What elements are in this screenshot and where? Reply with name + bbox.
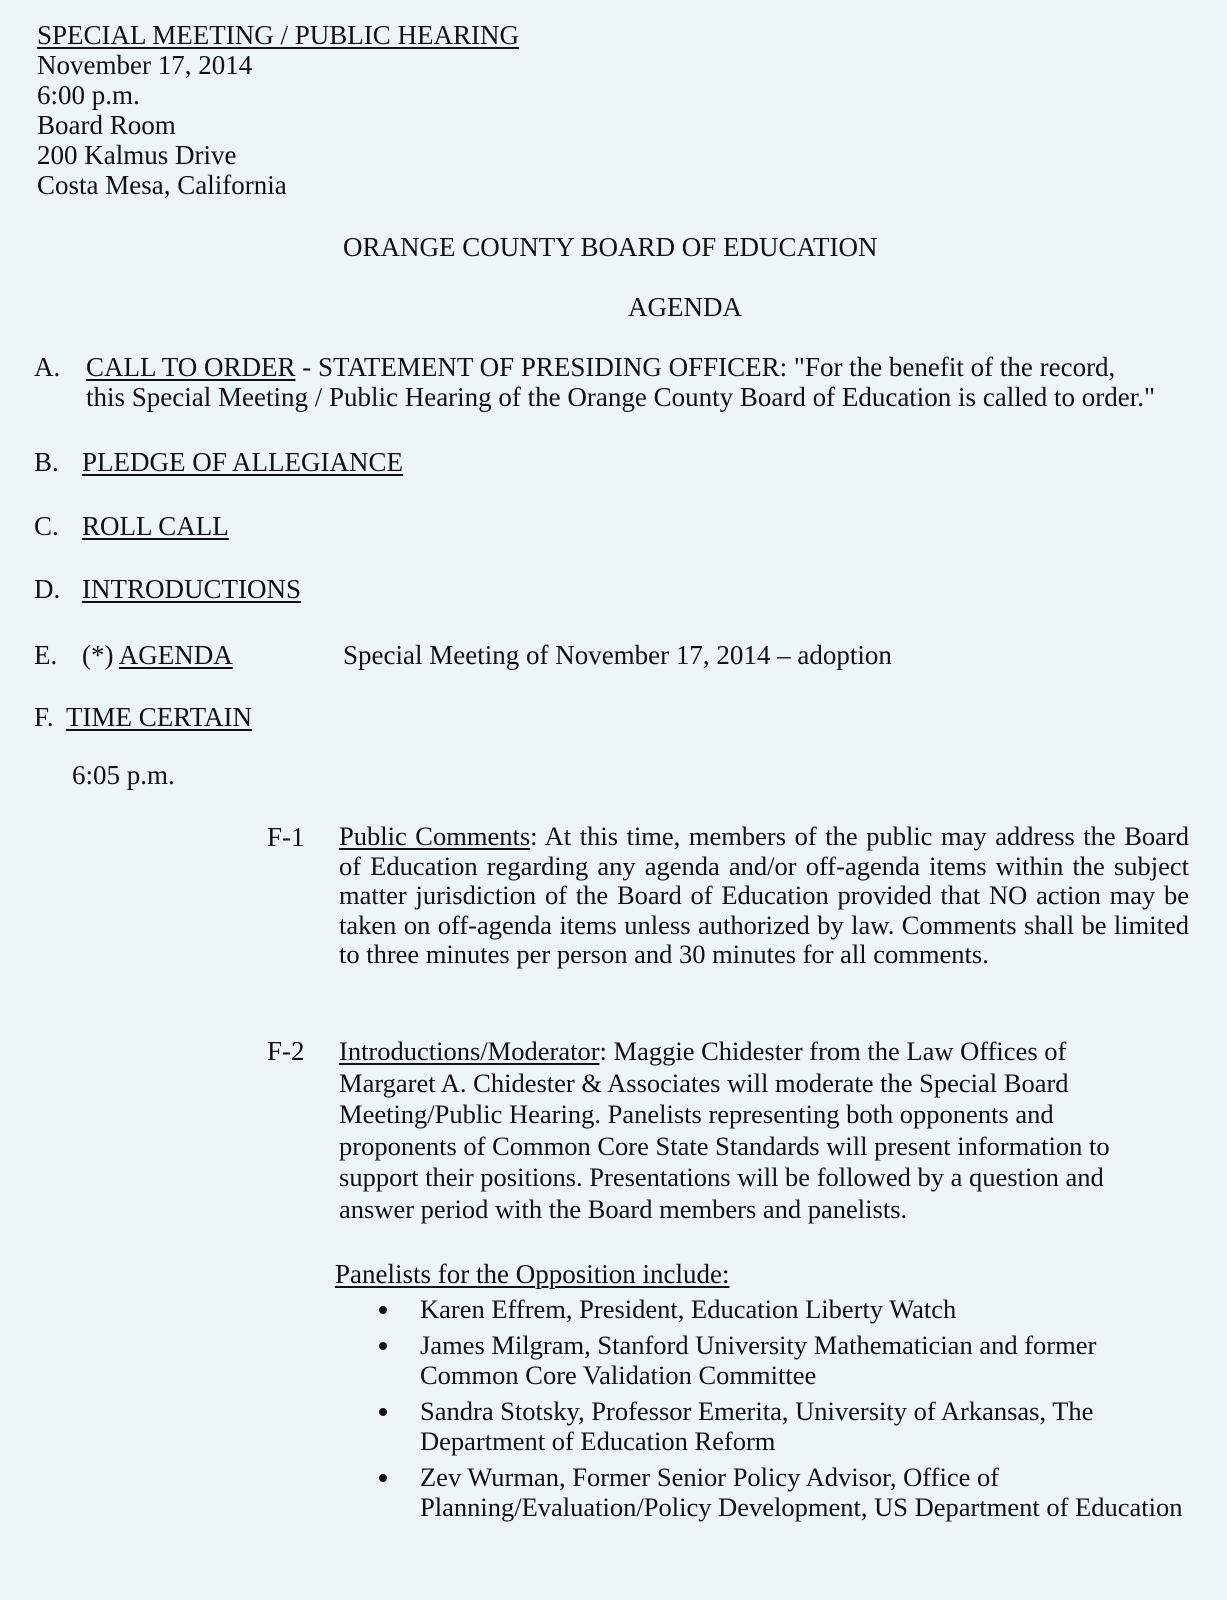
item-letter: D. xyxy=(34,574,61,604)
item-description: Special Meeting of November 17, 2014 – adoption xyxy=(343,640,892,670)
panelist-text: Zev Wurman, Former Senior Policy Advisor, Office of Planning/Evaluation/Policy Development, US Department of Education xyxy=(420,1462,1183,1522)
meeting-type: SPECIAL MEETING / PUBLIC HEARING xyxy=(37,20,519,50)
item-letter: E. xyxy=(34,640,58,670)
organization-title: ORANGE COUNTY BOARD OF EDUCATION xyxy=(343,232,878,262)
sub-item-f1 xyxy=(267,822,1192,1002)
sub-item-title: Public Comments xyxy=(339,821,531,851)
meeting-time: 6:00 p.m. xyxy=(37,80,140,110)
item-letter: A. xyxy=(34,352,61,382)
item-prefix: (*) xyxy=(82,640,119,670)
agenda-title: AGENDA xyxy=(628,292,742,322)
time-certain: 6:05 p.m. xyxy=(72,760,175,790)
meeting-address: 200 Kalmus Drive xyxy=(37,140,237,170)
agenda-item-e xyxy=(34,640,892,670)
item-title: TIME CERTAIN xyxy=(66,702,252,732)
sub-item-title: Introductions/Moderator xyxy=(339,1036,600,1066)
panelists-heading: Panelists for the Opposition include: xyxy=(335,1259,730,1289)
item-title: ROLL CALL xyxy=(82,511,229,541)
bullet-icon xyxy=(379,1306,387,1314)
bullet-icon xyxy=(379,1408,387,1416)
list-item xyxy=(335,1462,1195,1522)
agenda-item-b xyxy=(34,447,403,477)
item-text-continued: this Special Meeting / Public Hearing of the Orange County Board of Education is called to order." xyxy=(86,382,1156,412)
item-title: PLEDGE OF ALLEGIANCE xyxy=(82,447,403,477)
meeting-room: Board Room xyxy=(37,110,176,140)
panelist-text: Sandra Stotsky, Professor Emerita, University of Arkansas, The Department of Education Reform xyxy=(420,1396,1094,1456)
agenda-item-d xyxy=(34,574,301,604)
sub-item-text: : Maggie Chidester from the Law Offices of Margaret A. Chidester & Associates will moderate the Special Board Meeting/Public Hearing. Panelists representing both opponents and proponents of Common Core State Standards will present information to support their positions. Presentations will be followed by a question and answer period with the Board members and panelists. xyxy=(339,1036,1110,1224)
item-letter: B. xyxy=(34,447,59,477)
panelist-text: Karen Effrem, President, Education Liberty Watch xyxy=(420,1294,957,1324)
agenda-item-c xyxy=(34,511,229,541)
sub-item-body xyxy=(339,1036,1169,1225)
agenda-item-f xyxy=(34,702,252,732)
item-title: AGENDA xyxy=(118,640,233,670)
meeting-city: Costa Mesa, California xyxy=(37,170,287,200)
list-item xyxy=(335,1294,1195,1324)
panelists-list xyxy=(335,1294,1195,1528)
sub-item-text: : At this time, members of the public may address the Board of Education regarding any agenda and/or off-agenda items within the subject matter jurisdiction of the Board of Education provided that NO action may be taken on off-agenda items unless authorized by law. Comments shall be limited to three minutes per person and 30 minutes for all comments. xyxy=(339,821,1189,969)
meeting-header xyxy=(37,20,519,200)
item-text: - STATEMENT OF PRESIDING OFFICER: "For the benefit of the record, xyxy=(295,352,1116,382)
sub-item-number: F-2 xyxy=(267,1036,305,1066)
bullet-icon xyxy=(379,1474,387,1482)
sub-item-body xyxy=(339,822,1189,970)
panelist-text: James Milgram, Stanford University Mathematician and former Common Core Validation Committee xyxy=(420,1330,1097,1390)
list-item xyxy=(335,1330,1195,1390)
agenda-item-a xyxy=(34,352,1204,412)
item-letter: C. xyxy=(34,511,59,541)
sub-item-number: F-1 xyxy=(267,822,305,852)
item-title: CALL TO ORDER xyxy=(86,352,296,382)
list-item xyxy=(335,1396,1195,1456)
meeting-date: November 17, 2014 xyxy=(37,50,253,80)
item-letter: F. xyxy=(34,702,54,732)
item-title: INTRODUCTIONS xyxy=(82,574,301,604)
bullet-icon xyxy=(379,1342,387,1350)
